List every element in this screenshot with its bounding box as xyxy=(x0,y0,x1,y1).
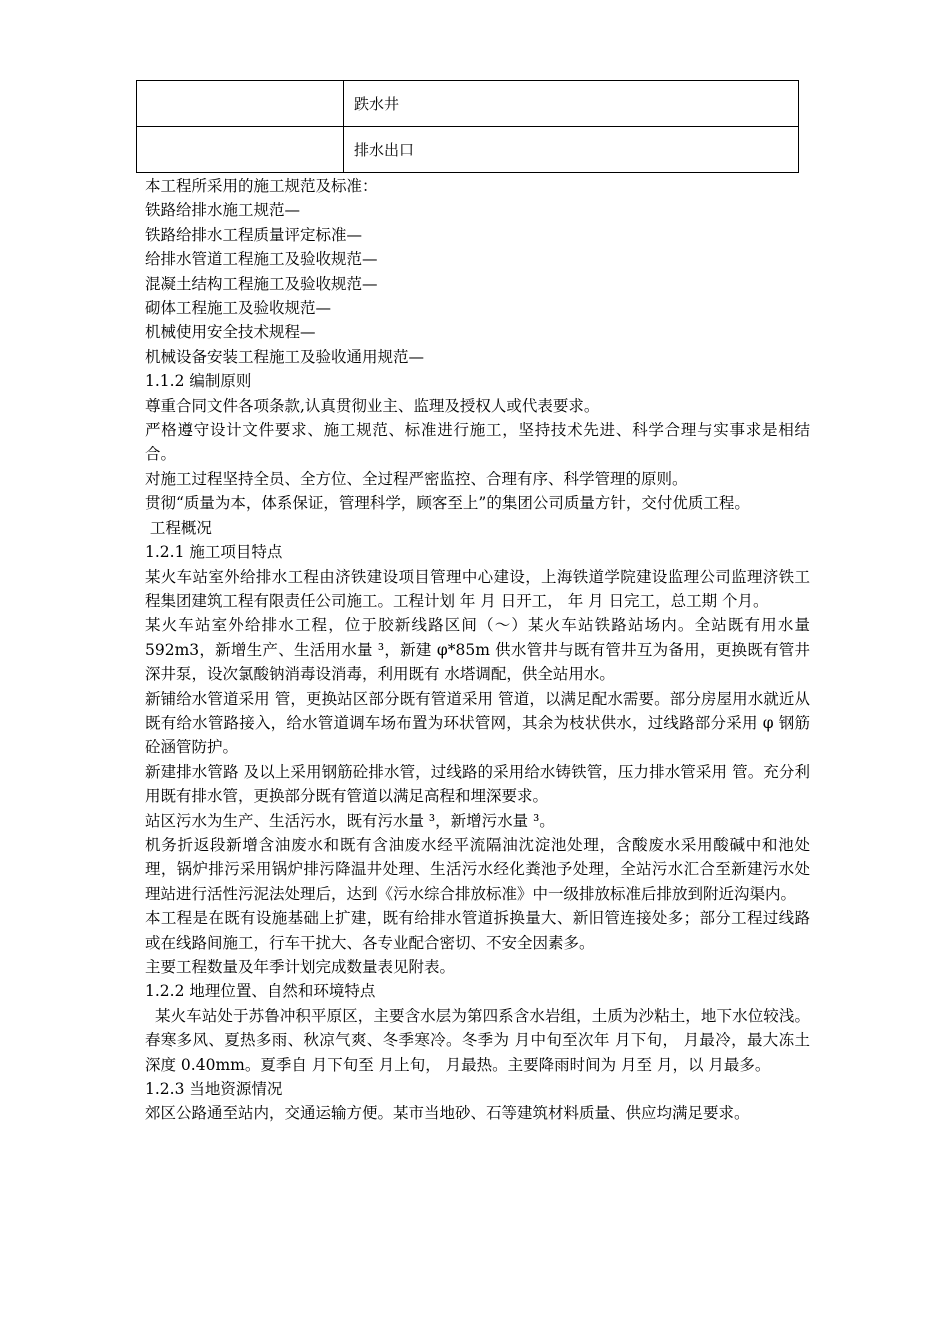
paragraph: 严格遵守设计文件要求、施工规范、标准进行施工，坚持技术先进、科学合理与实事求是相结合。 xyxy=(145,421,810,464)
standard-item: 铁路给排水施工规范— xyxy=(145,201,301,220)
standard-item: 给排水管道工程施工及验收规范— xyxy=(145,250,378,269)
paragraph: 某火车站室外给排水工程，位于胶新线路区间（～）某火车站铁路站场内。全站既有用水量 592m3，新增生产、生活用水量 ³，新建 φ*85m 供水管井与既有管井互为备用，更换既有管井深井泵，设次氯酸钠消毒设消毒，利用既有 水塔调配，供全站用水。 xyxy=(145,616,810,684)
standard-item: 混凝土结构工程施工及验收规范— xyxy=(145,274,378,293)
standard-item: 铁路给排水工程质量评定标准— xyxy=(145,225,363,244)
paragraph: 本工程是在既有设施基础上扩建，既有给排水管道拆换量大、新旧管连接处多；部分工程过线路或在线路间施工，行车干扰大、各专业配合密切、不安全因素多。 xyxy=(145,909,810,952)
section-heading: 1.2.1 施工项目特点 xyxy=(145,543,283,562)
paragraph: 对施工过程坚持全员、全方位、全过程严密监控、合理有序、科学管理的原则。 xyxy=(145,469,688,488)
paragraph: 尊重合同文件各项条款,认真贯彻业主、监理及授权人或代表要求。 xyxy=(145,396,600,415)
paragraph: 站区污水为生产、生活污水，既有污水量 ³，新增污水量 ³。 xyxy=(145,811,555,830)
table-cell: 排水出口 xyxy=(344,127,799,173)
document-body xyxy=(145,174,810,1126)
paragraph: 新建排水管路 及以上采用钢筋砼排水管，过线路的采用给水铸铁管，压力排水管采用 管。充分利用既有排水管，更换部分既有管道以满足高程和埋深要求。 xyxy=(145,762,810,806)
section-heading: 1.2.3 当地资源情况 xyxy=(145,1080,283,1099)
facility-table xyxy=(136,80,799,173)
paragraph: 贯彻“质量为本，体系保证，管理科学，顾客至上”的集团公司质量方针，交付优质工程。 xyxy=(145,494,750,513)
paragraph: 某火车站处于苏鲁冲积平原区，主要含水层为第四系含水岩组，土质为沙粘土，地下水位较浅。春寒多风、夏热多雨、秋凉气爽、冬季寒冷。冬季为 月中旬至次年 月下旬， 月最冷，最大冻土深度 0.40mm。夏季自 月下旬至 月上旬， 月最热。主要降雨时间为 月至 月，以 月最多。 xyxy=(145,1006,810,1074)
paragraph: 新铺给水管道采用 管，更换站区部分既有管道采用 管道，以满足配水需要。部分房屋用水就近从既有给水管路接入，给水管道调车场布置为环状管网，其余为枝状供水，过线路部分采用 φ 钢筋砼涵管防护。 xyxy=(145,689,810,757)
table-row xyxy=(137,81,799,127)
table-row xyxy=(137,127,799,173)
standard-item: 砌体工程施工及验收规范— xyxy=(145,299,332,318)
paragraph: 主要工程数量及年季计划完成数量表见附表。 xyxy=(145,958,456,976)
section-heading: 1.2.2 地理位置、自然和环境特点 xyxy=(145,982,376,1001)
section-heading: 工程概况 xyxy=(145,518,212,537)
standard-item: 机械设备安装工程施工及验收通用规范— xyxy=(145,347,425,366)
table-cell xyxy=(137,127,344,173)
intro-line: 本工程所采用的施工规范及标准： xyxy=(145,177,378,195)
section-heading: 1.1.2 编制原则 xyxy=(145,372,252,391)
table-cell: 跌水井 xyxy=(344,81,799,127)
paragraph: 郊区公路通至站内，交通运输方便。某市当地砂、石等建筑材料质量、供应均满足要求。 xyxy=(145,1104,750,1123)
standard-item: 机械使用安全技术规程— xyxy=(145,323,316,342)
paragraph: 机务折返段新增含油废水和既有含油废水经平流隔油沈淀池处理，含酸废水采用酸碱中和池处理，锅炉排污采用锅炉排污降温井处理、生活污水经化粪池予处理，全站污水汇合至新建污水处理站进行活性污泥法处理后，达到《污水综合排放标准》中一级排放标准后排放到附近沟渠内。 xyxy=(145,835,810,903)
table-cell xyxy=(137,81,344,127)
paragraph: 某火车站室外给排水工程由济铁建设项目管理中心建设，上海铁道学院建设监理公司监理济铁工程集团建筑工程有限责任公司施工。工程计划 年 月 日开工， 年 月 日完工，总工期 个月。 xyxy=(145,567,810,610)
